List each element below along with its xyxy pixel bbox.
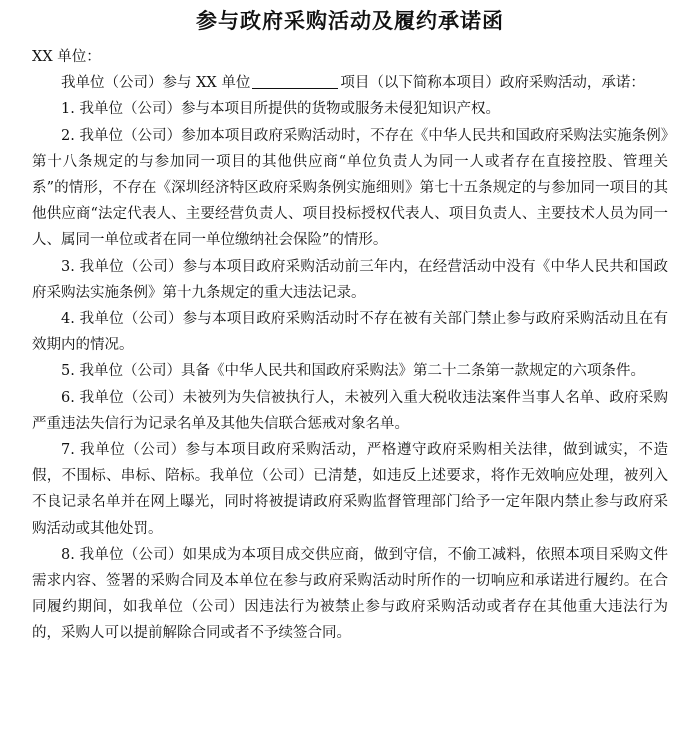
project-name-blank[interactable]	[252, 73, 338, 89]
commitment-item-2: 2. 我单位（公司）参加本项目政府采购活动时，不存在《中华人民共和国政府采购法实施条例》第十八条规定的与参加同一项目的其他供应商“单位负责人为同一人或者存在直接控股、管理关系”的情形，不存在《深圳经济特区政府采购条例实施细则》第七十五条规定的与参加同一项目的其他供应商“法定代表人、主要经营负责人、项目投标授权代表人、项目负责人、主要技术人员为同一人、属同一单位或者在同一单位缴纳社会保险”的情形。	[32, 127, 668, 249]
page-title: 参与政府采购活动及履约承诺函	[196, 9, 504, 33]
commitment-item-7: 7. 我单位（公司）参与本项目政府采购活动，严格遵守政府采购相关法律，做到诚实，不造假，不围标、串标、陪标。我单位（公司）已清楚，如违反上述要求，将作无效响应处理，被列入不良记录名单并在网上曝光，同时将被提请政府采购监督管理部门给予一定年限内禁止参与政府采购活动或其他处罚。	[32, 442, 668, 537]
recipient-line: XX 单位：	[32, 49, 101, 65]
commitment-item-5: 5. 我单位（公司）具备《中华人民共和国政府采购法》第二十二条第一款规定的六项条件。	[61, 363, 645, 380]
commitment-item-8: 8. 我单位（公司）如果成为本项目成交供应商，做到守信，不偷工减料，依照本项目采购文件需求内容、签署的采购合同及本单位在参与政府采购活动时所作的一切响应和承诺进行履约。在合同履约期间，如我单位（公司）因违法行为被禁止参与政府采购活动或者存在其他重大违法行为的，采购人可以提前解除合同或者不予续签合同。	[32, 546, 668, 642]
commitment-item-4: 4. 我单位（公司）参与本项目政府采购活动时不存在被有关部门禁止参与政府采购活动且在有效期内的情况。	[32, 311, 668, 354]
intro-text-before: 我单位（公司）参与 XX 单位	[61, 75, 251, 92]
intro-text-after: 项目（以下简称本项目）政府采购活动，承诺：	[340, 75, 645, 92]
commitment-item-3: 3. 我单位（公司）参与本项目政府采购活动前三年内，在经营活动中没有《中华人民共和国政府采购法实施条例》第十九条规定的重大违法记录。	[32, 258, 668, 301]
intro-paragraph	[32, 70, 668, 96]
document-body	[32, 44, 668, 647]
commitment-item-6: 6. 我单位（公司）未被列为失信被执行人，未被列入重大税收违法案件当事人名单、政府采购严重违法失信行为记录名单及其他失信联合惩戒对象名单。	[32, 389, 668, 432]
commitment-item-1: 1. 我单位（公司）参与本项目所提供的货物或服务未侵犯知识产权。	[61, 101, 500, 118]
